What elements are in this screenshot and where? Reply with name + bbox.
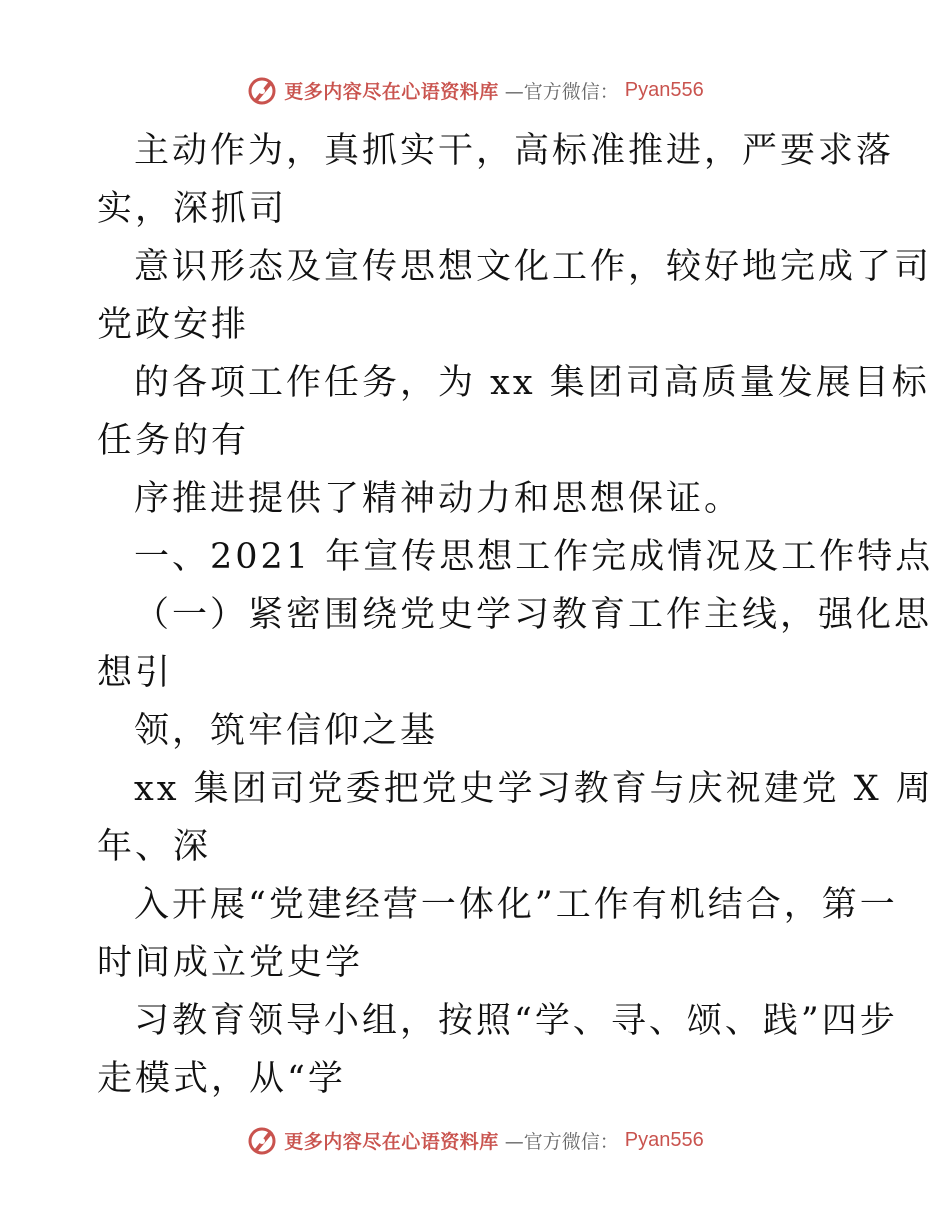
text-line: 走模式，从“学	[97, 1059, 346, 1099]
text-line: 序推进提供了精神动力和思想保证。	[134, 479, 743, 519]
subsection-heading: （一）紧密围绕党史学习教育工作主线，强化思	[134, 595, 933, 635]
text-line: 领，筑牢信仰之基	[134, 711, 439, 751]
quill-logo-icon	[246, 74, 278, 106]
quill-logo-icon	[246, 1124, 278, 1156]
header-watermark-banner	[0, 70, 950, 110]
text-line: 年、深	[97, 827, 212, 867]
watermark-separator: —官方微信：	[504, 80, 619, 103]
document-body	[97, 122, 934, 1108]
text-line: 主动作为，真抓实干，高标准推进，严要求落	[134, 131, 895, 171]
watermark-separator: —官方微信：	[504, 1130, 619, 1153]
text-line: 实，深抓司	[97, 189, 288, 229]
text-line: 习教育领导小组，按照“学、寻、颂、践”四步	[134, 1001, 898, 1041]
watermark-text: 更多内容尽在心语资料库	[284, 80, 499, 103]
text-line: 时间成立党史学	[97, 943, 364, 983]
wechat-id: Pyan556	[624, 78, 704, 101]
text-line: 任务的有	[97, 421, 250, 461]
watermark-text: 更多内容尽在心语资料库	[284, 1130, 499, 1153]
text-line: 意识形态及宣传思想文化工作，较好地完成了司	[134, 247, 933, 287]
wechat-id: Pyan556	[624, 1128, 704, 1151]
text-line: 入开展“党建经营一体化”工作有机结合，第一	[134, 885, 898, 925]
text-line: 的各项工作任务，为 xx 集团司高质量发展目标	[134, 363, 930, 403]
section-heading: 一、2021 年宣传思想工作完成情况及工作特点	[134, 537, 934, 577]
text-line: 党政安排	[97, 305, 250, 345]
text-line: 想引	[97, 653, 174, 693]
text-line: xx 集团司党委把党史学习教育与庆祝建党 X 周	[134, 769, 934, 809]
footer-watermark-banner	[0, 1120, 950, 1160]
